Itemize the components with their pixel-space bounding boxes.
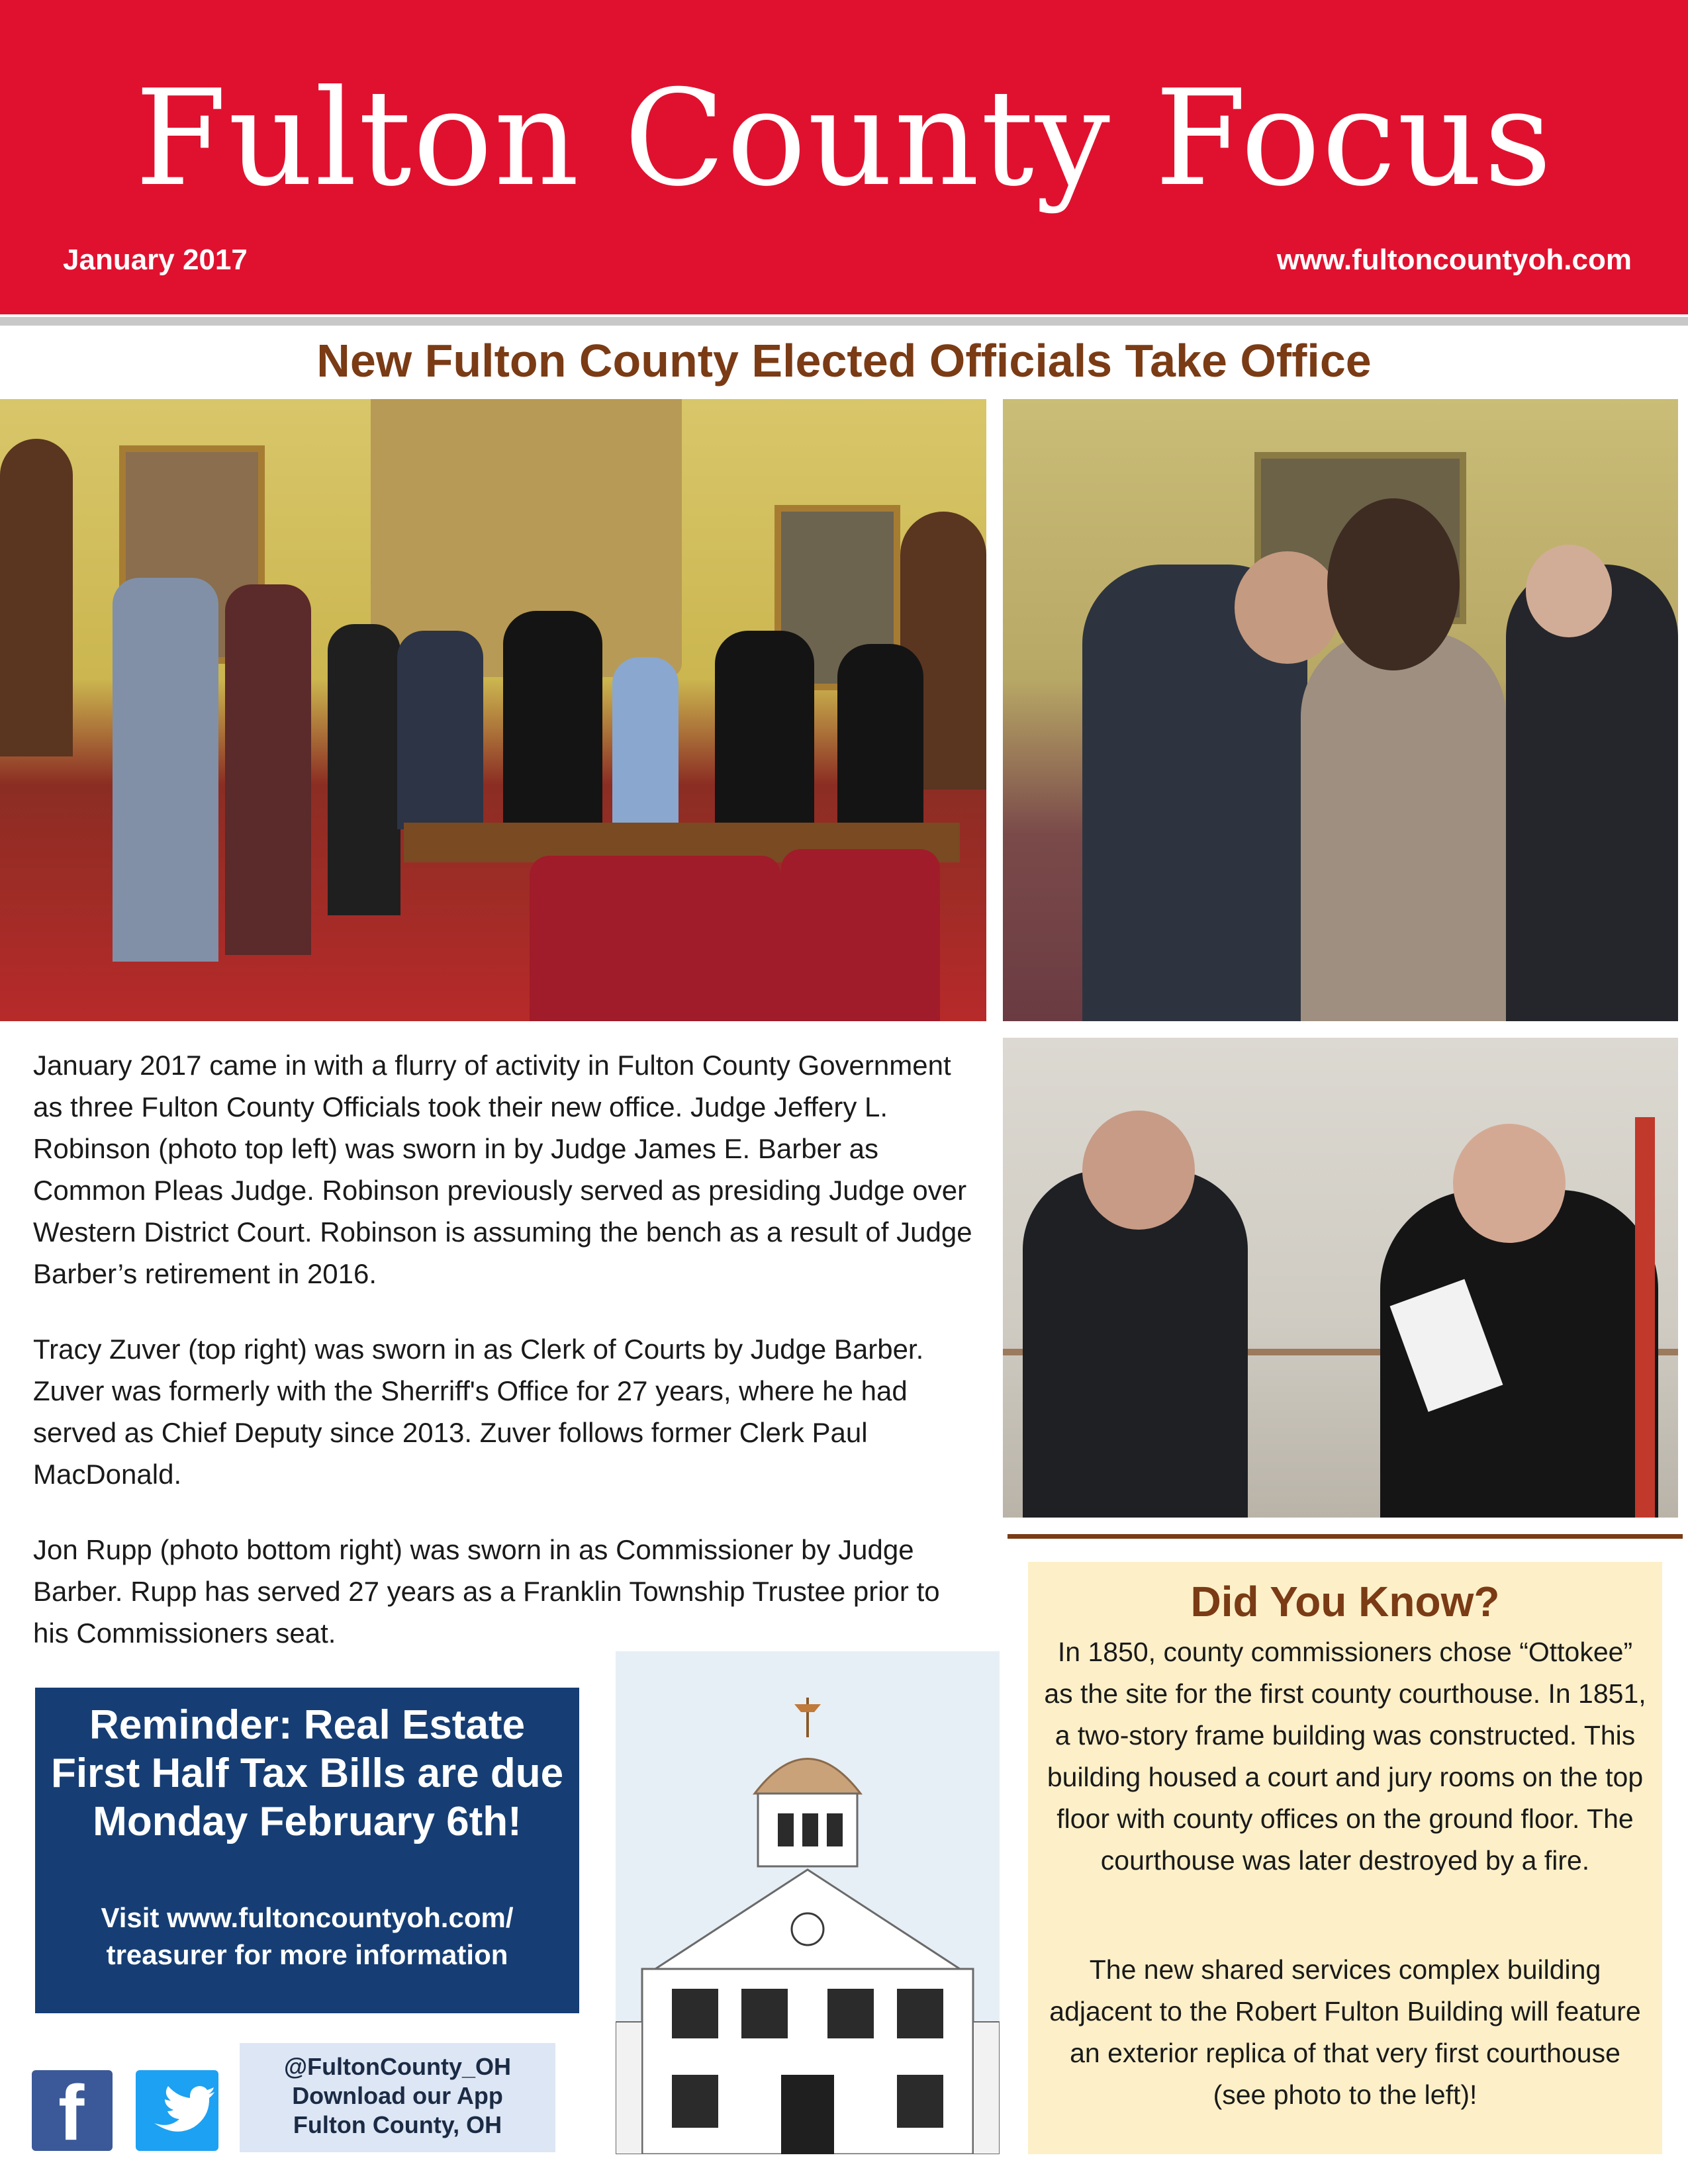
did-you-know-title: Did You Know? [1190, 1578, 1500, 1625]
did-you-know-paragraph: In 1850, county commissioners chose “Ottokee” as the site for the first county courthouse. In 1851, a two-story frame building was constructed. This building housed a court and jury rooms on the top floor with county offices on the ground floor. The courthouse was later destroyed by a fire. [1044, 1637, 1646, 1876]
article-paragraph: Jon Rupp (photo bottom right) was sworn in as Commissioner by Judge Barber. Rupp has served 27 years as a Franklin Township Trustee prior to his Commissioners seat. [33, 1534, 940, 1649]
courtroom-group-photo [0, 399, 986, 1021]
article-body [33, 1044, 980, 1688]
tax-reminder-box [35, 1688, 579, 2013]
newsletter-title: Fulton County Focus [134, 62, 1554, 216]
reminder-title: Reminder: Real Estate First Half Tax Bills are due Monday February 6th! [50, 1702, 564, 1844]
county-location: Fulton County, OH [293, 2111, 502, 2138]
article-paragraph: Tracy Zuver (top right) was sworn in as Clerk of Courts by Judge Barber. Zuver was formerly with the Sherriff's Office for 27 years, where he had served as Chief Deputy since 2013. Zuver follows former Clerk Paul MacDonald. [33, 1334, 924, 1490]
issue-date: January 2017 [63, 244, 248, 276]
commissioner-swearing-in-photo [1003, 1038, 1678, 1518]
social-handle[interactable]: @FultonCounty_OH [283, 2053, 512, 2080]
article-headline: New Fulton County Elected Officials Take Office [316, 335, 1372, 387]
courthouse-illustration [616, 1651, 1000, 2154]
twitter-icon[interactable] [136, 2070, 218, 2151]
did-you-know-box [1028, 1562, 1662, 2154]
facebook-icon[interactable]: f [32, 2070, 113, 2151]
reminder-link-text[interactable]: Visit www.fultoncountyoh.com/ treasurer for more information [101, 1902, 514, 1970]
twitter-bird-icon [136, 2070, 218, 2151]
website-link[interactable]: www.fultoncountyoh.com [1276, 244, 1632, 276]
article-paragraph: January 2017 came in with a flurry of activity in Fulton County Government as three Fulton County Officials took their new office. Judge Jeffery L. Robinson (photo top left) was sworn in by Judge James E. Barber as Common Pleas Judge. Robinson previously served as presiding Judge over Western District Court. Robinson is assuming the bench as a result of Judge Barber’s retirement in 2016. [33, 1050, 972, 1289]
clerk-swearing-in-photo [1003, 399, 1678, 1021]
masthead-divider [0, 317, 1688, 326]
courthouse-drawing [616, 1651, 1000, 2154]
masthead [0, 0, 1688, 314]
social-info-box [240, 2043, 555, 2152]
did-you-know-paragraph: The new shared services complex building adjacent to the Robert Fulton Building will feature an exterior replica of that very first courthouse (see photo to the left)! [1049, 1954, 1641, 2110]
app-download-text: Download our App [292, 2082, 503, 2109]
section-divider [1008, 1534, 1683, 1539]
